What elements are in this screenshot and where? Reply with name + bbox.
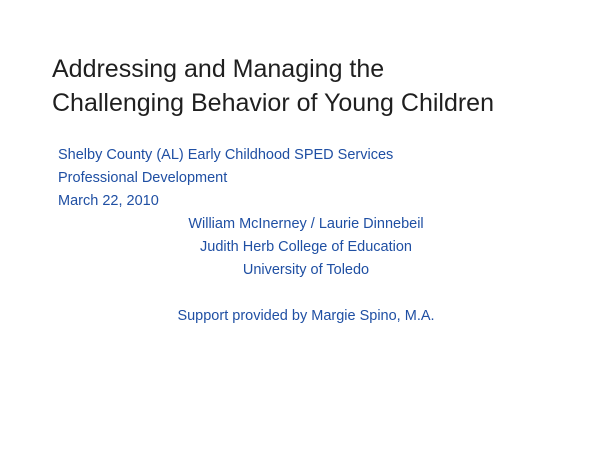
slide-title-line-2: Challenging Behavior of Young Children [52, 89, 494, 117]
presenter-names: William McInerney / Laurie Dinnebeil [188, 216, 424, 232]
event-type: Professional Development [58, 170, 228, 186]
slide-title-line-1: Addressing and Managing the [52, 55, 385, 83]
presenter-college: Judith Herb College of Education [200, 239, 412, 255]
support-credit: Support provided by Margie Spino, M.A. [177, 308, 435, 324]
presenter-university: University of Toledo [242, 262, 370, 278]
slide-title [52, 52, 572, 120]
spacer [0, 282, 600, 305]
event-date: March 22, 2010 [58, 193, 159, 209]
event-organization: Shelby County (AL) Early Childhood SPED Services [58, 147, 394, 163]
presenter-details [0, 213, 600, 328]
event-details [58, 144, 538, 213]
